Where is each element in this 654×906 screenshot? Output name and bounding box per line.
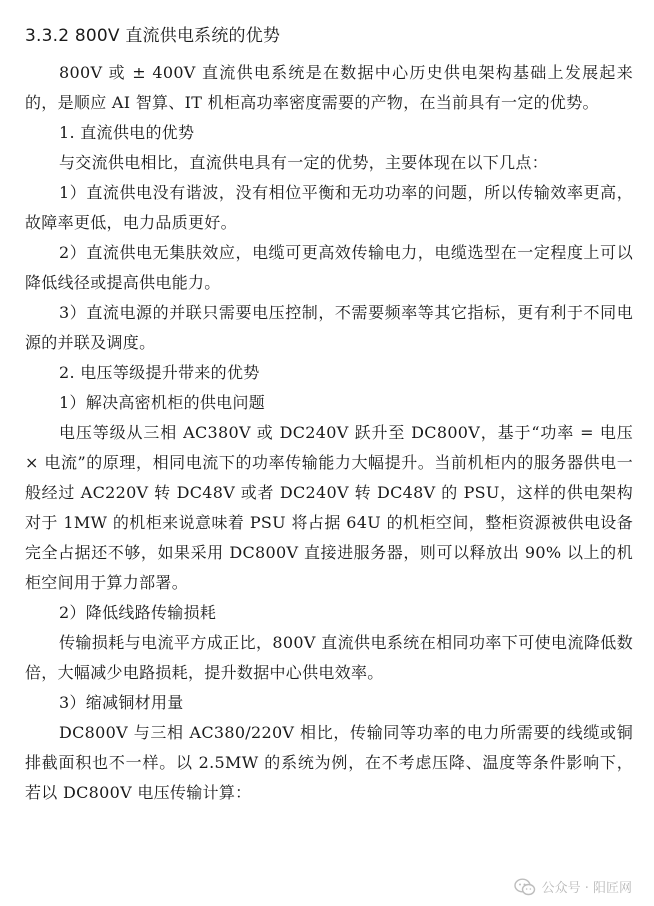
watermark: [514, 877, 632, 896]
wechat-icon: [514, 878, 536, 896]
paragraph-dc-compare: 与交流供电相比，直流供电具有一定的优势，主要体现在以下几点：: [59, 153, 549, 172]
list-item-no-harmonics: 1）直流供电没有谐波，没有相位平衡和无功功率的问题，所以传输效率更高，故障率更低，电力品质更好。: [25, 183, 633, 232]
paragraph-reduce-copper: DC800V 与三相 AC380/220V 相比，传输同等功率的电力所需要的线缆或铜排截面积也不一样。以 2.5MW 的系统为例，在不考虑压降、温度等条件影响下，若以 DC800V 电压传输计算：: [25, 723, 633, 802]
subheading-voltage-advantages: 2. 电压等级提升带来的优势: [59, 363, 260, 382]
list-item-no-skin-effect: 2）直流供电无集肤效应，电缆可更高效传输电力，电缆选型在一定程度上可以降低线径或提高供电能力。: [25, 243, 633, 292]
subheading-dc-advantages: 1. 直流供电的优势: [59, 123, 195, 142]
document-page: [25, 24, 633, 808]
list-item-parallel-control: 3）直流电源的并联只需要电压控制，不需要频率等其它指标，更有利于不同电源的并联及调度。: [25, 303, 633, 352]
section-heading: 3.3.2 800V 直流供电系统的优势: [25, 26, 281, 46]
paragraph-high-density: 电压等级从三相 AC380V 或 DC240V 跃升至 DC800V，基于“功率 = 电压 × 电流”的原理，相同电流下的功率传输能力大幅提升。当前机柜内的服务器供电一般经过 AC220V 转 DC48V 或者 DC240V 转 DC48V 的 PSU，这样的供电架构对于 1MW 的机柜来说意味着 PSU 将占据 64U 的机柜空间，整柜资源被供电设备完全占据还不够，如果采用 DC800V 直接进服务器，则可以释放出 90% 以上的机柜空间用于算力部署。: [25, 423, 633, 592]
watermark-text: 公众号 · 阳匠网: [541, 881, 632, 896]
list-item-reduce-copper: 3）缩减铜材用量: [59, 693, 184, 712]
list-item-high-density: 1）解决高密机柜的供电问题: [59, 393, 266, 412]
list-item-reduce-loss: 2）降低线路传输损耗: [59, 603, 217, 622]
paragraph-intro: 800V 或 ± 400V 直流供电系统是在数据中心历史供电架构基础上发展起来的，是顺应 AI 智算、IT 机柜高功率密度需要的产物，在当前具有一定的优势。: [25, 63, 633, 112]
paragraph-reduce-loss: 传输损耗与电流平方成正比，800V 直流供电系统在相同功率下可使电流降低数倍，大幅减少电路损耗，提升数据中心供电效率。: [25, 633, 633, 682]
